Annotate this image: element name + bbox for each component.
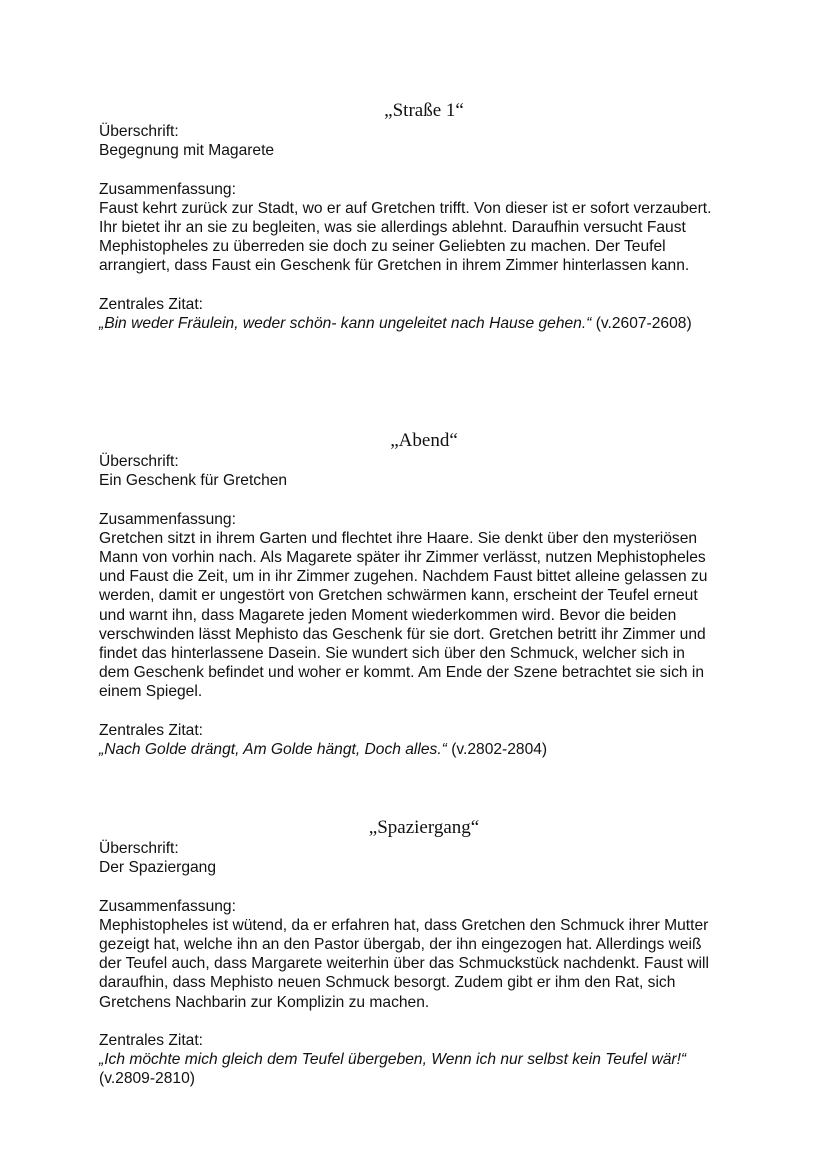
heading-value: Begegnung mit Magarete xyxy=(99,142,275,160)
central-quote xyxy=(99,740,733,759)
summary-label: Zusammenfassung: xyxy=(99,897,236,915)
central-quote xyxy=(99,314,733,333)
scene-strasse-1 xyxy=(99,100,733,333)
summary-text: Gretchen sitzt in ihrem Garten und flechtet ihre Haare. Sie denkt über den mysteriösen Mann von vorhin nach. Als Magarete später ihr Zimmer verlässt, nutzen Mephistopheles und Faust die Zeit, um in ihr Zimmer zugehen. Nachdem Faust bittet alleine gelassen zu werden, damit er ungestört von Gretchen schwärmen kann, erscheint der Teufel erneut und warnt ihn, dass Magarete jeden Moment wiederkommen wird. Bevor die beiden verschwinden lässt Mephisto das Geschenk für sie dort. Gretchen betritt ihr Zimmer und findet das hinterlassene Dasein. Sie wundert sich über den Schmuck, welcher sich in dem Geschenk befindet und woher er kommt. Am Ende der Szene betrachtet sie sich in einem Spiegel. xyxy=(99,529,708,701)
scene-title: „Straße 1“ xyxy=(384,100,464,121)
quote-label: Zentrales Zitat: xyxy=(99,1032,203,1049)
quote-text: „Bin weder Fräulein, weder schön- kann ungeleitet nach Hause gehen.“ xyxy=(99,315,592,332)
quote-reference: (v.2607-2608) xyxy=(591,315,692,332)
summary-text: Faust kehrt zurück zur Stadt, wo er auf Gretchen trifft. Von dieser ist er sofort verzaubert. Ihr bietet ihr an sie zu begleiten, was sie allerdings ablehnt. Daraufhin versucht Faust Mephistopheles zu überreden sie doch zu seiner Geliebten zu machen. Der Teufel arrangiert, dass Faust ein Geschenk für Gretchen in ihrem Zimmer hinterlassen kann. xyxy=(99,199,712,275)
quote-reference: (v.2802-2804) xyxy=(446,741,548,759)
scene-title: „Abend“ xyxy=(390,430,458,451)
scene-abend xyxy=(99,430,733,759)
heading-label: Überschrift: xyxy=(99,840,179,857)
summary-label: Zusammenfassung: xyxy=(99,510,236,528)
quote-text: „Nach Golde drängt, Am Golde hängt, Doch alles.“ xyxy=(99,741,447,759)
scene-title: „Spaziergang“ xyxy=(368,817,480,838)
summary-text: Mephistopheles ist wütend, da er erfahren hat, dass Gretchen den Schmuck ihrer Mutter gezeigt hat, welche ihn an den Pastor übergab, der ihn eingezogen hat. Allerdings weiß der Teufel auch, dass Margarete weiterhin über das Schmuckstück nachdenkt. Faust will daraufhin, dass Mephisto neuen Schmuck besorgt. Zudem gibt er ihm den Rat, sich Gretchens Nachbarin zur Komplizin zu machen. xyxy=(99,916,709,1011)
quote-reference: (v.2809-2810) xyxy=(99,1070,195,1088)
heading-value: Ein Geschenk für Gretchen xyxy=(99,472,288,490)
summary-label: Zusammenfassung: xyxy=(99,180,236,198)
central-quote xyxy=(99,1050,733,1088)
quote-label: Zentrales Zitat: xyxy=(99,295,203,313)
quote-label: Zentrales Zitat: xyxy=(99,721,203,739)
scene-spaziergang xyxy=(99,817,733,1089)
quote-text: „Ich möchte mich gleich dem Teufel übergeben, Wenn ich nur selbst kein Teufel wär!“ xyxy=(99,1051,687,1069)
heading-label: Überschrift: xyxy=(99,123,179,140)
heading-label: Überschrift: xyxy=(99,453,179,470)
heading-value: Der Spaziergang xyxy=(99,859,217,877)
